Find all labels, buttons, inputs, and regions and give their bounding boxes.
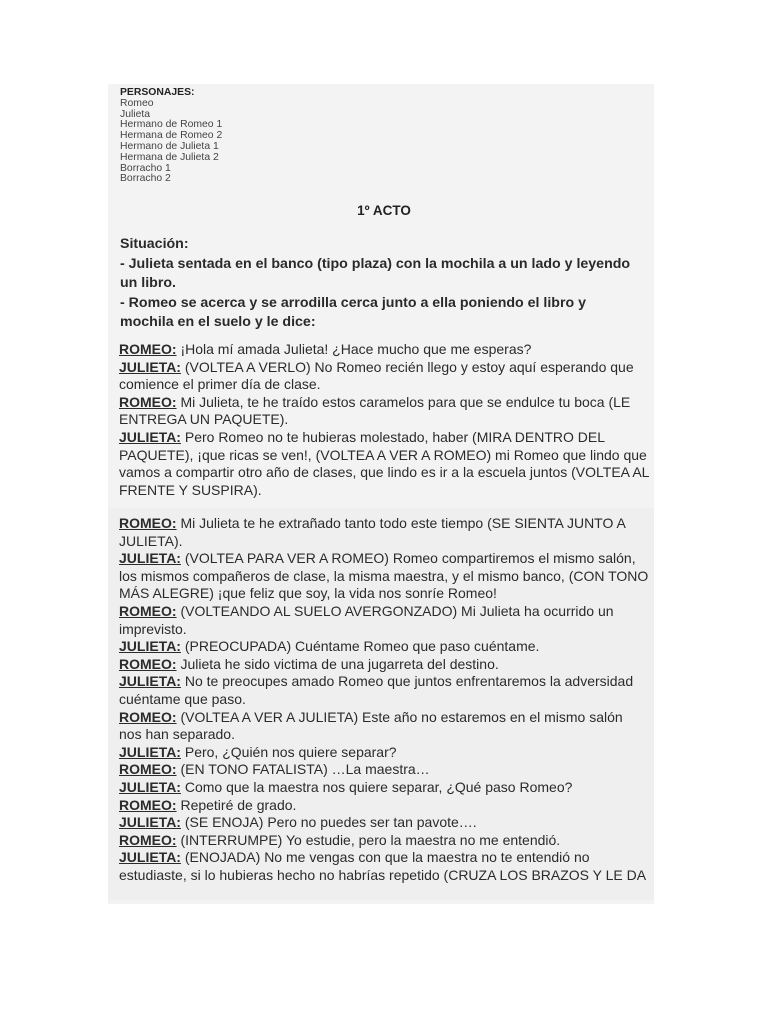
dialogue-line — [119, 550, 649, 603]
dialogue-text: Julieta he sido victima de una jugarreta del destino. — [176, 655, 499, 672]
dialogue-line — [119, 429, 649, 499]
dialogue-line — [119, 515, 649, 550]
speaker-name: JULIETA: — [119, 849, 181, 866]
dialogue-line — [119, 849, 649, 884]
dialogue-text: (VOLTEA A VERLO) No Romeo recién llego y estoy aquí esperando que comience el primer día de clase. — [119, 358, 634, 393]
act-title: 1º ACTO — [357, 203, 411, 218]
dialogue-line — [119, 814, 649, 832]
speaker-name: ROMEO: — [119, 655, 177, 672]
dialogue-text: Pero Romeo no te hubieras molestado, haber (MIRA DENTRO DEL PAQUETE), ¡que ricas se ven!, (VOLTEA A VER A ROMEO) mi Romeo que lindo que vamos a compartir otro año de clases, que lindo es ir a la escuela juntos (VOLTEA AL FRENTE Y SUSPIRA). — [119, 428, 649, 498]
speaker-name: JULIETA: — [119, 778, 181, 795]
dialogue-line — [119, 394, 649, 429]
speaker-name: JULIETA: — [119, 743, 181, 760]
cast-list — [120, 88, 222, 185]
dialogue-text: (PREOCUPADA) Cuéntame Romeo que paso cuéntame. — [180, 638, 540, 655]
dialogue-text: (SE ENOJA) Pero no puedes ser tan pavote…. — [180, 814, 477, 831]
dialogue-text: Mi Julieta, te he traído estos caramelos para que se endulce tu boca (LE ENTREGA UN PAQUETE). — [119, 393, 631, 428]
cast-item: Hermano de Julieta 1 — [120, 140, 219, 152]
dialogue-line — [119, 603, 649, 638]
cast-item: Julieta — [120, 108, 151, 120]
dialogue-line — [119, 779, 649, 797]
dialogue-line — [119, 797, 649, 815]
speaker-name: JULIETA: — [119, 358, 181, 375]
speaker-name: ROMEO: — [119, 341, 177, 357]
dialogue-line — [119, 832, 649, 850]
cast-heading: PERSONAJES: — [120, 87, 195, 98]
speaker-name: ROMEO: — [119, 708, 177, 725]
cast-item: Borracho 2 — [120, 173, 171, 185]
speaker-name: JULIETA: — [119, 550, 181, 567]
dialogue-line — [119, 359, 649, 394]
speaker-name: JULIETA: — [119, 638, 181, 655]
situation-section — [120, 235, 640, 333]
speaker-name: ROMEO: — [119, 831, 177, 848]
dialogue-block-1 — [119, 341, 649, 499]
dialogue-text: Como que la maestra nos quiere separar, ¿Qué paso Romeo? — [180, 778, 573, 795]
dialogue-text: (INTERRUMPE) Yo estudie, pero la maestra no me entendió. — [176, 831, 561, 848]
dialogue-line — [119, 638, 649, 656]
dialogue-text: Repetiré de grado. — [176, 796, 297, 813]
dialogue-text: (VOLTEA PARA VER A ROMEO) Romeo compartiremos el mismo salón, los mismos compañeros de clase, la misma maestra, y el mismo banco, (CON TONO MÁS ALEGRE) ¡que feliz que soy, la vida nos sonríe Romeo! — [119, 550, 649, 602]
speaker-name: ROMEO: — [119, 602, 177, 619]
speaker-name: ROMEO: — [119, 515, 177, 531]
dialogue-text: Pero, ¿Quién nos quiere separar? — [180, 743, 397, 760]
dialogue-block-2 — [119, 515, 649, 884]
cast-item: Hermano de Romeo 1 — [120, 119, 223, 131]
speaker-name: JULIETA: — [119, 428, 181, 445]
dialogue-text: (VOLTEA A VER A JULIETA) Este año no estaremos en el mismo salón nos han separado. — [119, 708, 623, 743]
cast-item: Hermana de Romeo 2 — [120, 130, 223, 142]
dialogue-line — [119, 656, 649, 674]
situation-line: - Julieta sentada en el banco (tipo plaza) con la mochila a un lado y leyendo un libro. — [120, 255, 631, 291]
speaker-name: ROMEO: — [119, 796, 177, 813]
speaker-name: JULIETA: — [119, 673, 181, 690]
cast-item: Borracho 1 — [120, 162, 171, 174]
cast-item: Hermana de Julieta 2 — [120, 151, 219, 163]
dialogue-text: Mi Julieta te he extrañado tanto todo este tiempo (SE SIENTA JUNTO A JULIETA). — [119, 515, 626, 549]
cast-item: Romeo — [120, 97, 154, 109]
speaker-name: ROMEO: — [119, 761, 177, 778]
dialogue-text: ¡Hola mí amada Julieta! ¿Hace mucho que me esperas? — [176, 341, 532, 357]
situation-line: - Romeo se acerca y se arrodilla cerca junto a ella poniendo el libro y mochila en el suelo y le dice: — [120, 294, 586, 330]
dialogue-line — [119, 744, 649, 762]
speaker-name: JULIETA: — [119, 814, 181, 831]
dialogue-line — [119, 709, 649, 744]
speaker-name: ROMEO: — [119, 393, 177, 410]
dialogue-text: (VOLTEANDO AL SUELO AVERGONZADO) Mi Julieta ha ocurrido un imprevisto. — [119, 602, 614, 637]
situation-heading: Situación: — [120, 236, 189, 252]
dialogue-text: (EN TONO FATALISTA) …La maestra… — [176, 761, 430, 778]
dialogue-line — [119, 673, 649, 708]
dialogue-text: No te preocupes amado Romeo que juntos enfrentaremos la adversidad cuéntame que paso. — [119, 673, 634, 707]
dialogue-line — [119, 761, 649, 779]
dialogue-text: (ENOJADA) No me vengas con que la maestra no te entendió no estudiaste, si lo hubieras hecho no habrías repetido (CRUZA LOS BRAZOS Y LE DA — [119, 849, 647, 883]
dialogue-line — [119, 341, 649, 359]
